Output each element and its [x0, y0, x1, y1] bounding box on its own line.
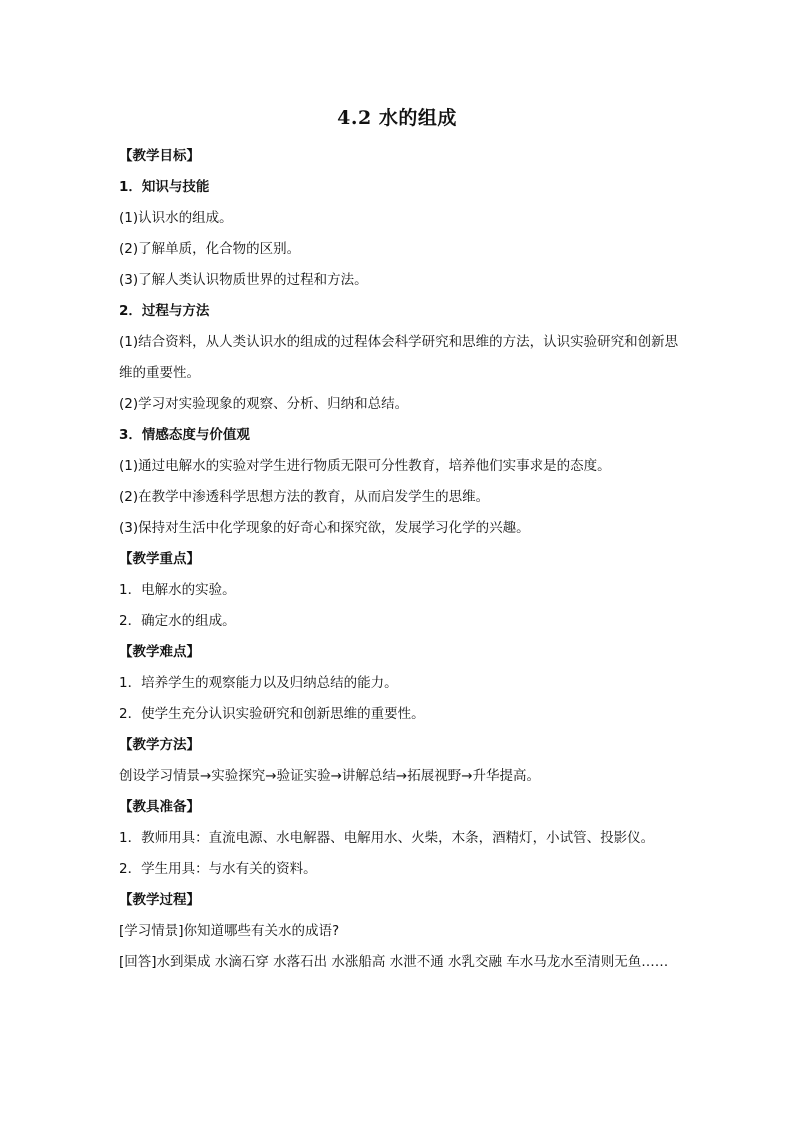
list-item: (2)学习对实验现象的观察、分析、归纳和总结。: [119, 396, 409, 412]
subheading-attitude-values: 3．情感态度与价值观: [119, 427, 250, 443]
section-heading-goals: 【教学目标】: [119, 148, 200, 164]
list-item: (3)保持对生活中化学现象的好奇心和探究欲，发展学习化学的兴趣。: [119, 520, 530, 536]
list-item: (2)了解单质，化合物的区别。: [119, 241, 301, 257]
section-heading-preparation: 【教具准备】: [119, 799, 200, 815]
section-heading-process: 【教学过程】: [119, 892, 200, 908]
list-item: 2．使学生充分认识实验研究和创新思维的重要性。: [119, 706, 425, 722]
document-body: [119, 141, 679, 978]
page-title: 4.2 水的组成: [337, 107, 457, 129]
section-heading-key-points: 【教学重点】: [119, 551, 200, 567]
list-item: (1)通过电解水的实验对学生进行物质无限可分性教育，培养他们实事求是的态度。: [119, 458, 611, 474]
list-item: [学习情景]你知道哪些有关水的成语?: [119, 923, 340, 939]
list-item: 2．确定水的组成。: [119, 613, 236, 629]
list-item: (1)结合资料，从人类认识水的组成的过程体会科学研究和思维的方法，认识实验研究和创新思维的重要性。: [119, 334, 679, 381]
list-item: 1．电解水的实验。: [119, 582, 236, 598]
method-text: 创设学习情景→实验探究→验证实验→讲解总结→拓展视野→升华提高。: [119, 768, 541, 784]
subheading-knowledge-skills: 1．知识与技能: [119, 179, 210, 195]
subheading-process-method: 2．过程与方法: [119, 303, 210, 319]
list-item: 1．培养学生的观察能力以及归纳总结的能力。: [119, 675, 398, 691]
list-item: (1)认识水的组成。: [119, 210, 233, 226]
list-item: (3)了解人类认识物质世界的过程和方法。: [119, 272, 368, 288]
section-heading-methods: 【教学方法】: [119, 737, 200, 753]
list-item: [回答]水到渠成 水滴石穿 水落石出 水涨船高 水泄不通 水乳交融 车水马龙水至清则无鱼……: [119, 954, 669, 970]
list-item: 2．学生用具：与水有关的资料。: [119, 861, 317, 877]
section-heading-difficulties: 【教学难点】: [119, 644, 200, 660]
list-item: (2)在教学中渗透科学思想方法的教育，从而启发学生的思维。: [119, 489, 490, 505]
list-item: 1．教师用具：直流电源、水电解器、电解用水、火柴，木条，酒精灯，小试管、投影仪。: [119, 830, 655, 846]
